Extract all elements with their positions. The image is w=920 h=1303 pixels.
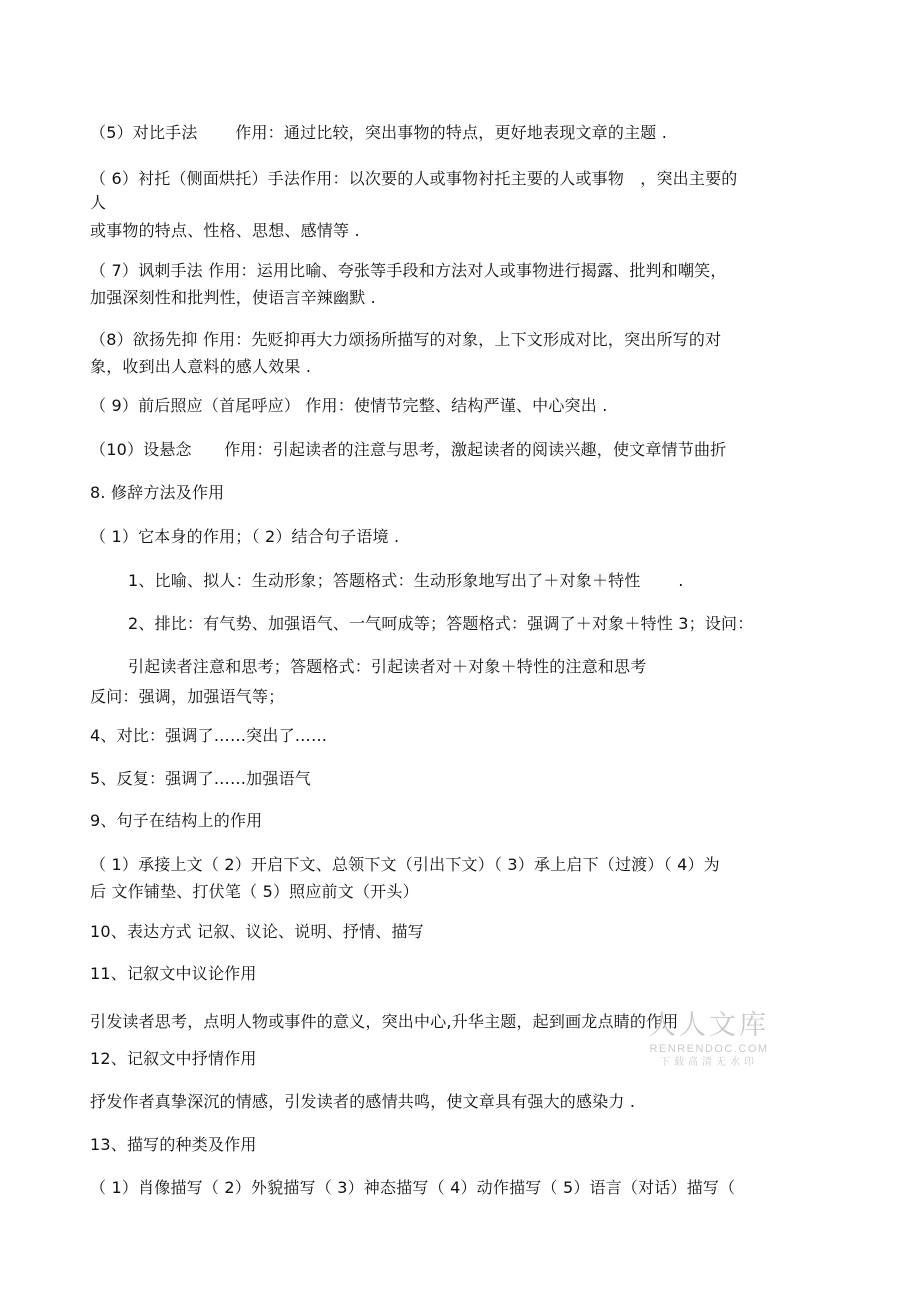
text-line: 加强深刻性和批判性，使语言辛辣幽默 . <box>90 288 376 307</box>
text-line: 引起读者注意和思考；答题格式：引起读者对＋对象＋特性的注意和思考 <box>128 657 647 676</box>
text-line: 抒发作者真挚深沉的情感，引发读者的感情共鸣，使文章具有强大的感染力 . <box>90 1092 636 1111</box>
text-line: （ 1）承接上文（ 2）开启下文、总领下文（引出下文）（ 3）承上启下（过渡）（ 4）为 <box>90 855 720 874</box>
text-line: 象，收到出人意料的感人效果 . <box>90 357 312 376</box>
text-line: （ 1）肖像描写（ 2）外貌描写（ 3）神态描写（ 4）动作描写（ 5）语言（对话）描写（ <box>90 1178 736 1197</box>
text-line: 2、排比：有气势、加强语气、一气呵成等；答题格式：强调了＋对象＋特性 3；设问： <box>128 614 754 633</box>
text-line: 或事物的特点、性格、思想、感情等 . <box>90 221 360 240</box>
text-line: （ 1）它本身的作用；（ 2）结合句子语境 . <box>90 527 400 546</box>
text-line: 反问：强调，加强语气等； <box>90 687 285 706</box>
section-heading: 12、记叙文中抒情作用 <box>90 1049 257 1068</box>
watermark-title: 人人文库 <box>649 1010 769 1041</box>
text-line: （5）对比手法 作用：通过比较，突出事物的特点，更好地表现文章的主题 . <box>90 123 668 142</box>
section-heading: 8. 修辞方法及作用 <box>90 483 225 502</box>
section-heading: 9、句子在结构上的作用 <box>90 811 263 830</box>
text-line: （ 7）讽刺手法 作用：运用比喻、夸张等手段和方法对人或事物进行揭露、批判和嘲笑， <box>90 261 727 280</box>
text-line: （10）设悬念 作用：引起读者的注意与思考，激起读者的阅读兴趣，使文章情节曲折 <box>90 440 727 459</box>
text-line: 5、反复：强调了……加强语气 <box>90 769 311 788</box>
text-line: （ 6）衬托（侧面烘托）手法作用：以次要的人或事物衬托主要的人或事物 ，突出主要的 <box>90 169 738 188</box>
text-line: 后 文作铺垫、打伏笔（ 5）照应前文（开头） <box>90 882 419 901</box>
text-line: 4、对比：强调了……突出了…… <box>90 726 328 745</box>
text-line: 1、比喻、拟人：生动形象；答题格式：生动形象地写出了＋对象＋特性 . <box>128 571 684 590</box>
section-heading: 11、记叙文中议论作用 <box>90 964 257 983</box>
section-heading: 13、描写的种类及作用 <box>90 1135 257 1154</box>
text-line: （8）欲扬先抑 作用：先贬抑再大力颂扬所描写的对象，上下文形成对比，突出所写的对 <box>90 330 722 349</box>
watermark-site: RENRENDOC.COM <box>649 1043 769 1055</box>
section-heading: 10、表达方式 记叙、议论、说明、抒情、描写 <box>90 922 424 941</box>
text-line: （ 9）前后照应（首尾呼应） 作用：使情节完整、结构严谨、中心突出 . <box>90 396 608 415</box>
watermark-logo <box>646 1010 772 1069</box>
text-line: 人 <box>90 193 107 212</box>
watermark-tagline: 下载高清无水印 <box>660 1057 758 1068</box>
text-line: 引发读者思考，点明人物或事件的意义，突出中心,升华主题，起到画龙点睛的作用 <box>90 1012 679 1031</box>
